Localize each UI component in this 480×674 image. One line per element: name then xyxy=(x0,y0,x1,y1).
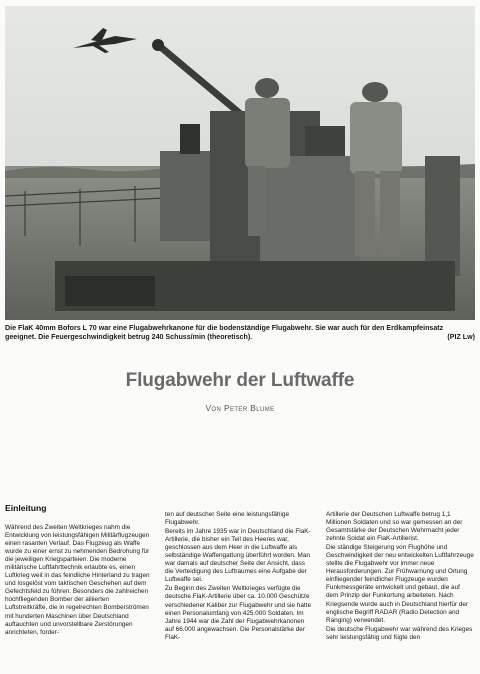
paragraph: Während des Zweiten Weltkrieges nahm die Entwicklung von leistungsfähigen Militärflugzeugen einen rasanten Verlauf. Das Flugzeug als Waffe wurde zu einer ernst zu nehmenden Bedrohung für die jeweiligen Kriegsparteien. Die moderne militärische Luftfahrttechnik erlaubte es, einen Luftkrieg weit in das feindliche Hinterland zu tragen und losgelöst vom taktischen Geschehen auf dem Gefechtsfeld zu führen. Besonders die zahlreichen hochfliegenden Bomber der alliierten Luftstreitkräfte, die in regelrechten Bomberströmen mit hunderten Maschinen über Deutschland auftauchten und unvorstellbare Zerstörungen anrichteten, forder- xyxy=(5,524,150,636)
paragraph: ten auf deutscher Seite eine leistungsfähige Flugabwehr. xyxy=(165,511,289,527)
photo-credit: (PIZ Lw) xyxy=(447,333,475,341)
paragraph: Die deutsche Flugabwehr war während des Krieges sehr leistungsfähig und fügte den xyxy=(326,625,473,641)
text-column-3 xyxy=(326,511,474,661)
paragraph: Bereits im Jahre 1935 war in Deutschland die FlaK-Artillerie, die bisher ein Teil des Heeres war, geschlossen aus dem Heer in die Luftwaffe als selbständige Waffengattung überführt worden. Man war damals auf deutscher Seite der Ansicht, dass die Verteidigung des Luftraumes eine Aufgabe der Luftwaffe sei. xyxy=(165,528,311,584)
section-heading: Einleitung xyxy=(5,503,47,513)
paragraph: Artillerie der Deutschen Luftwaffe betrug 1,1 Millionen Soldaten und so war gemessen an der Gesamtstärke der Deutschen Wehrmacht jeder zehnte Soldat ein FlaK-Artillerist. xyxy=(326,511,463,543)
text-column-2 xyxy=(165,511,313,661)
caption-text: Die FlaK 40mm Bofors L 70 war eine Flugabwehrkanone für die bodenständige Flugabwehr. Sie war auch für den Erdkampfeinsatz geeignet. Die Feuergeschwindigkeit betrug 240 Schuss/min (theoretisch). xyxy=(5,324,444,341)
paragraph: Die ständige Steigerung von Flughöhe und Geschwindigkeit der neu entwickelten Luftfahrzeuge stellte die Flugabwehr vor immer neue Herausforderungen. Zur Frühwarnung und Ortung einfliegender feindlicher Flugzeuge wurden Funkmessgeräte entwickelt und gebaut, die auf dem Prinzip der Funkortung arbeiteten. Nach Kriegsende wurde auch in Deutschland hierfür der englische Begriff RADAR (Radio Detection and Ranging) verwendet. xyxy=(326,544,474,624)
flak-gun-illustration xyxy=(5,6,475,320)
photo-caption xyxy=(5,324,475,342)
article-title: Flugabwehr der Luftwaffe xyxy=(125,370,355,391)
text-column-1 xyxy=(5,524,153,674)
paragraph: Zu Beginn des Zweiten Weltkrieges verfügte die deutsche FlaK-Artillerie über ca. 10.000 Geschütze verschiedener Kaliber zur Flugabwehr und sie hatte einen Personalumfang von 425.000 Soldaten. Im Jahre 1944 war die Zahl der Flugabwehrkanonen auf 66.000 angewachsen. Die Personalstärke der FlaK- xyxy=(165,585,312,641)
article-byline: Von Peter Blume xyxy=(205,403,275,413)
flak-photo xyxy=(5,6,475,320)
